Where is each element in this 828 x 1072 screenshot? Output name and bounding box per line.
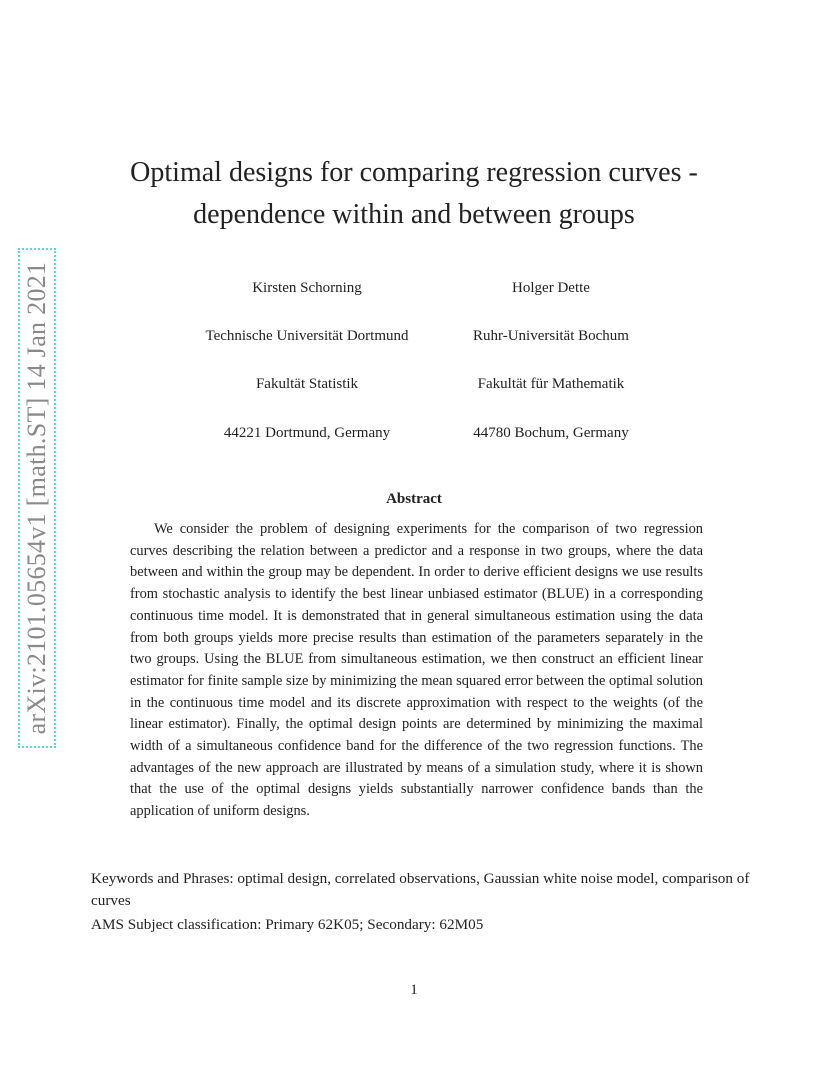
author-name: Kirsten Schorning bbox=[252, 280, 362, 296]
author-address: 44780 Bochum, Germany bbox=[473, 425, 629, 441]
abstract-body: We consider the problem of designing experiments for the comparison of two regression curves describing the relation between a predictor and a response in two groups, where the data between and within the group may be dependent. In order to derive efficient designs we use results from stochastic analysis to identify the best linear unbiased estimator (BLUE) in a corresponding continuous time model. It is demonstrated that in general simultaneous estimation using the data from both groups yields more precise results than estimation of the parameters separately in the two groups. Using the BLUE from simultaneous estimation, we then construct an efficient linear estimator for finite sample size by minimizing the mean squared error between the optimal solution in the continuous time model and its discrete approximation with respect to the weights (of the linear estimator). Finally, the optimal design points are determined by minimizing the maximal width of a simultaneous confidence band for the difference of the two regression functions. The advantages of the new approach are illustrated by means of a simulation study, where it is shown that the use of the optimal designs yields substantially narrower confidence bands than the application of uniform designs. bbox=[130, 521, 703, 820]
paper-title bbox=[100, 152, 728, 236]
author-address: 44221 Dortmund, Germany bbox=[223, 425, 391, 441]
keywords: Keywords and Phrases: optimal design, correlated observations, Gaussian white noise model, comparison of curves bbox=[91, 870, 750, 909]
author-institution: Ruhr-Universität Bochum bbox=[473, 328, 629, 344]
author-department: Fakultät Statistik bbox=[255, 376, 359, 392]
page-number: 1 bbox=[410, 982, 418, 998]
author-department: Fakultät für Mathematik bbox=[477, 376, 625, 392]
abstract-heading: Abstract bbox=[386, 491, 442, 507]
paper-title-line-2: dependence within and between groups bbox=[193, 199, 635, 230]
author-name: Holger Dette bbox=[512, 280, 590, 296]
arxiv-identifier: arXiv:2101.05654v1 [math.ST] 14 Jan 2021 bbox=[22, 261, 51, 735]
author-institution: Technische Universität Dortmund bbox=[205, 328, 409, 344]
ams-classification: AMS Subject classification: Primary 62K05; Secondary: 62M05 bbox=[91, 916, 484, 933]
paper-title-line-1: Optimal designs for comparing regression curves - bbox=[130, 157, 698, 188]
